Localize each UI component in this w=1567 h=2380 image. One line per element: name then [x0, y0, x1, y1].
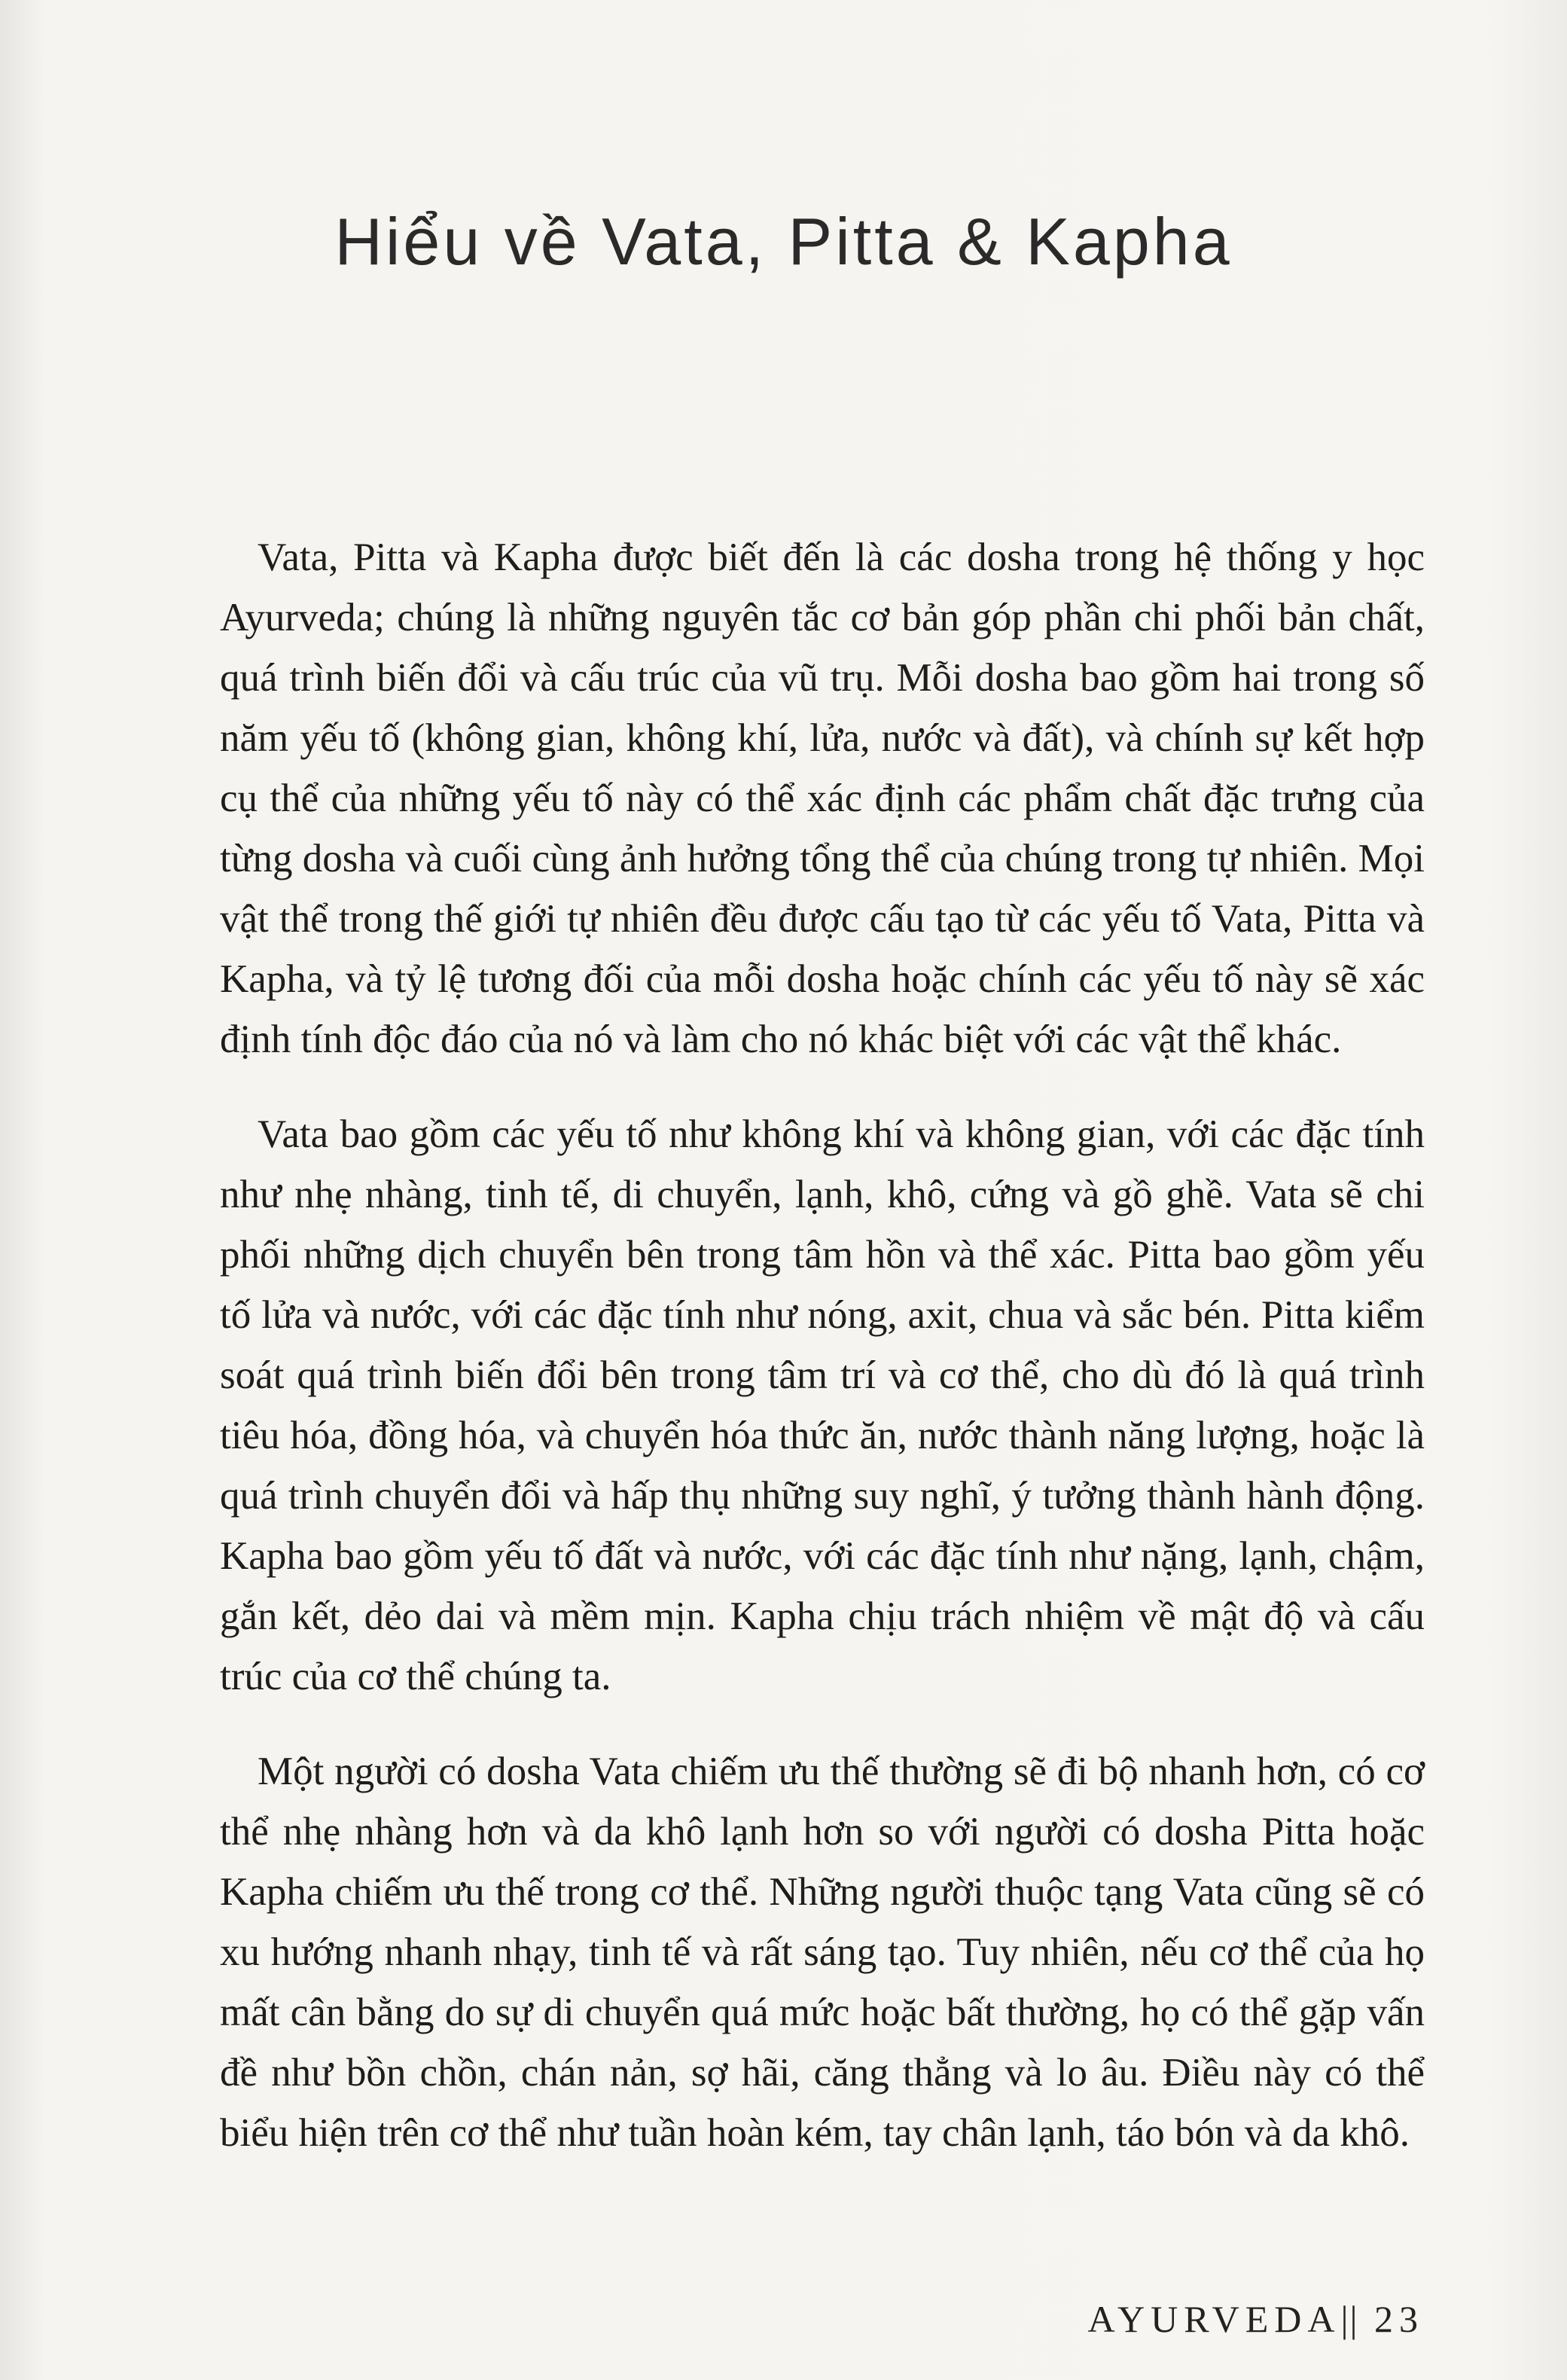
running-title: AYURVEDA: [1087, 2298, 1341, 2340]
page-number: 23: [1374, 2298, 1424, 2340]
paragraph-2: Vata bao gồm các yếu tố như không khí và không gian, với các đặc tính như nhẹ nhàng, tinh tế, di chuyển, lạnh, khô, cứng và gồ ghề. Vata sẽ chi phối những dịch chuyển bên trong tâm hồn và thể xác. Pitta bao gồm yếu tố lửa và nước, với các đặc tính như nóng, axit, chua và sắc bén. Pitta kiểm soát quá trình biến đổi bên trong tâm trí và cơ thể, cho dù đó là quá trình tiêu hóa, đồng hóa, và chuyển hóa thức ăn, nước thành năng lượng, hoặc là quá trình chuyển đổi và hấp thụ những suy nghĩ, ý tưởng thành hành động. Kapha bao gồm yếu tố đất và nước, với các đặc tính như nặng, lạnh, chậm, gắn kết, dẻo dai và mềm mịn. Kapha chịu trách nhiệm về mật độ và cấu trúc của cơ thể chúng ta.: [220, 1112, 1425, 1698]
paragraph-3: Một người có dosha Vata chiếm ưu thế thường sẽ đi bộ nhanh hơn, có cơ thể nhẹ nhàng hơn và da khô lạnh hơn so với người có dosha Pitta hoặc Kapha chiếm ưu thế trong cơ thể. Những người thuộc tạng Vata cũng sẽ có xu hướng nhanh nhạy, tinh tế và rất sáng tạo. Tuy nhiên, nếu cơ thể của họ mất cân bằng do sự di chuyển quá mức hoặc bất thường, họ có thể gặp vấn đề như bồn chồn, chán nản, sợ hãi, căng thẳng và lo âu. Điều này có thể biểu hiện trên cơ thể như tuần hoàn kém, tay chân lạnh, táo bón và da khô.: [220, 1750, 1425, 2155]
body-text: [220, 527, 1425, 2198]
paragraph-1: Vata, Pitta và Kapha được biết đến là các dosha trong hệ thống y học Ayurveda; chúng là những nguyên tắc cơ bản góp phần chi phối bản chất, quá trình biến đổi và cấu trúc của vũ trụ. Mỗi dosha bao gồm hai trong số năm yếu tố (không gian, không khí, lửa, nước và đất), và chính sự kết hợp cụ thể của những yếu tố này có thể xác định các phẩm chất đặc trưng của từng dosha và cuối cùng ảnh hưởng tổng thể của chúng trong tự nhiên. Mọi vật thể trong thế giới tự nhiên đều được cấu tạo từ các yếu tố Vata, Pitta và Kapha, và tỷ lệ tương đối của mỗi dosha hoặc chính các yếu tố này sẽ xác định tính độc đáo của nó và làm cho nó khác biệt với các vật thể khác.: [220, 536, 1425, 1061]
footer-separator: ||: [1340, 2298, 1359, 2340]
page-footer: [1088, 2297, 1424, 2341]
chapter-title: Hiểu về Vata, Pitta & Kapha: [334, 204, 1233, 279]
